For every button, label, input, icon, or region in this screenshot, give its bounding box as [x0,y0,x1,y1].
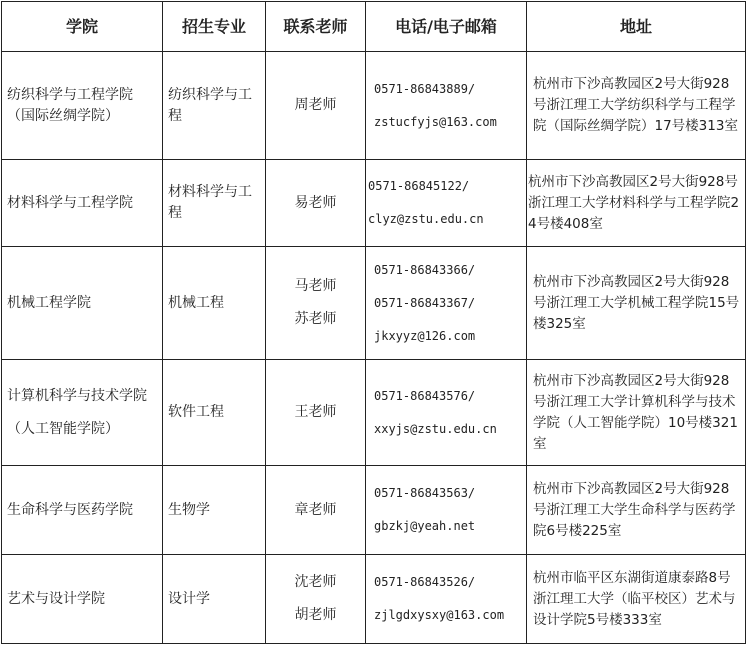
teacher-name: 苏老师 [294,311,337,327]
phone-number: 0571-86843366/ [374,262,476,277]
table-row [2,160,746,247]
major-cell: 生物学 [163,466,266,555]
phone-number: 0571-86843576/ [374,388,476,403]
email-link[interactable]: xxyjs@zstu.edu.cn [374,421,497,436]
address-cell: 杭州市下沙高教园区2号大街928号浙江理工大学生命科学与医药学院6号楼225室 [527,466,746,555]
college-name: 计算机科学与技术学院 [7,387,147,404]
major-cell: 纺织科学与工程 [163,52,266,160]
college-cell [2,466,163,555]
teacher-name: 易老师 [294,194,337,211]
phone-number: 0571-86843889/ [374,81,476,96]
college-cell [2,52,163,160]
table-row [2,466,746,555]
major-cell: 材料科学与工程 [163,160,266,247]
teacher-cell [266,52,366,160]
email-link[interactable]: zstucfyjs@163.com [374,114,497,129]
college-cell [2,247,163,360]
major-cell: 软件工程 [163,360,266,466]
address-cell: 杭州市下沙高教园区2号大街928号浙江理工大学计算机科学与技术学院（人工智能学院）10号楼321室 [527,360,746,466]
header-teacher: 联系老师 [266,2,366,52]
address-cell: 杭州市下沙高教园区2号大街928号浙江理工大学纺织科学与工程学院（国际丝绸学院）17号楼313室 [527,52,746,160]
teacher-name: 章老师 [294,501,337,518]
college-alias: （人工智能学院） [7,420,119,437]
major-cell: 设计学 [163,555,266,644]
teacher-cell [266,555,366,644]
teacher-cell [266,247,366,360]
email-link[interactable]: gbzkj@yeah.net [374,519,476,533]
contact-cell [366,466,527,555]
table-row [2,360,746,466]
phone-number: 0571-86843563/ [374,486,476,500]
college-name: 纺织科学与工程学院 [7,86,133,103]
college-name: 生命科学与医药学院 [7,501,133,518]
contact-cell [366,160,527,247]
teacher-cell [266,160,366,247]
teacher-name: 胡老师 [294,607,337,623]
college-name: 机械工程学院 [7,294,91,311]
phone-number: 0571-86843526/ [374,575,476,589]
table-row [2,247,746,360]
header-major: 招生专业 [163,2,266,52]
teacher-name: 王老师 [294,404,337,420]
admissions-contact-table [1,1,746,644]
email-link[interactable]: zjlgdxysxy@163.com [374,608,505,622]
header-college: 学院 [2,2,163,52]
header-contact: 电话/电子邮箱 [366,2,527,52]
college-alias: （国际丝绸学院） [7,107,119,124]
teacher-name: 沈老师 [294,574,337,590]
header-address: 地址 [527,2,746,52]
teacher-cell [266,360,366,466]
college-cell [2,160,163,247]
teacher-name: 周老师 [294,97,337,113]
college-cell [2,360,163,466]
table-row [2,555,746,644]
phone-number: 0571-86843367/ [374,295,476,310]
email-link[interactable]: clyz@zstu.edu.cn [368,212,484,226]
major-cell: 机械工程 [163,247,266,360]
teacher-name: 马老师 [294,278,337,294]
address-cell: 杭州市临平区东湖街道康泰路8号浙江理工大学（临平校区）艺术与设计学院5号楼333室 [527,555,746,644]
contact-cell [366,52,527,160]
header-row [2,2,746,52]
email-link[interactable]: jkxyyz@126.com [374,328,476,343]
teacher-cell [266,466,366,555]
address-cell: 杭州市下沙高教园区2号大街928号浙江理工大学材料科学与工程学院24号楼408室 [527,160,746,247]
contact-cell [366,247,527,360]
college-cell [2,555,163,644]
contact-cell [366,555,527,644]
contact-cell [366,360,527,466]
table-row [2,52,746,160]
college-name: 材料科学与工程学院 [7,194,133,211]
phone-number: 0571-86845122/ [368,179,470,193]
address-cell: 杭州市下沙高教园区2号大街928号浙江理工大学机械工程学院15号楼325室 [527,247,746,360]
college-name: 艺术与设计学院 [7,590,105,607]
